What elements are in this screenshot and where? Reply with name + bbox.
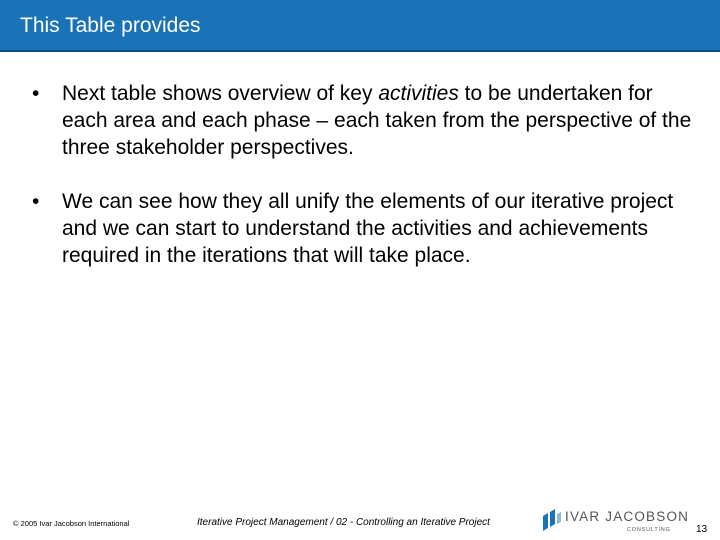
company-logo — [543, 507, 690, 535]
page-number: 13 — [696, 524, 708, 535]
bullet-text: Next table shows overview of key activities to be undertaken for each area and each phase – each taken from the perspective of the three stakeholder perspectives. — [62, 82, 692, 159]
logo-mark-icon — [543, 509, 561, 531]
footer-course-title: Iterative Project Management / 02 - Controlling an Iterative Project — [197, 517, 490, 528]
bullet-item — [32, 80, 692, 161]
bullet-marker: • — [32, 82, 40, 105]
emphasis-text: activities — [378, 82, 459, 105]
bullet-text: We can see how they all unify the elements of our iterative project and we can start to understand the activities and achievements required in the iterations that will take place. — [62, 190, 674, 267]
bullet-list — [32, 80, 692, 296]
footer-copyright: © 2005 Ivar Jacobson International — [13, 519, 130, 528]
header-divider — [0, 50, 720, 52]
bullet-marker: • — [32, 190, 40, 213]
logo-name: IVAR JACOBSON — [565, 509, 690, 524]
slide-header-bar — [0, 0, 720, 50]
slide-title: This Table provides — [20, 14, 201, 37]
bullet-item — [32, 188, 692, 269]
logo-subtitle: CONSULTING — [627, 527, 671, 533]
